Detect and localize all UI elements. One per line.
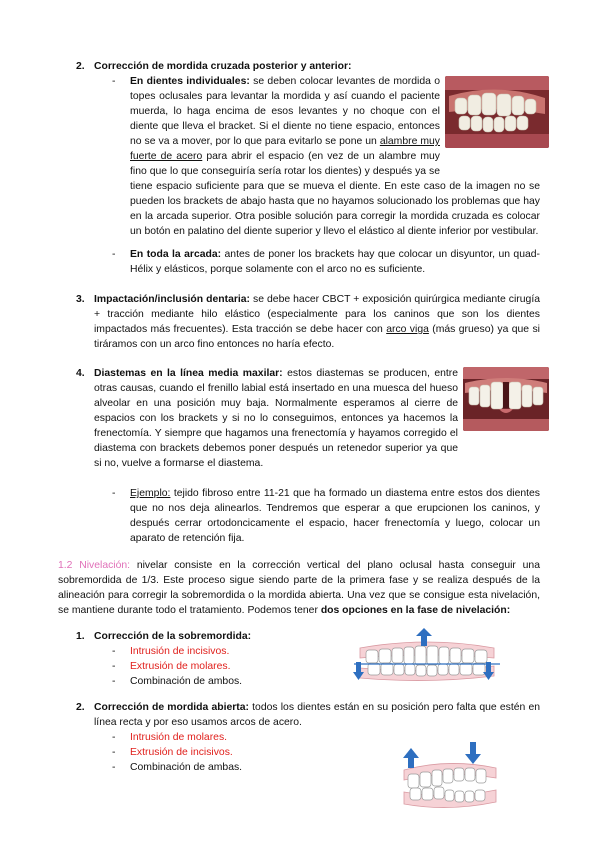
image-float-spacer — [440, 74, 540, 178]
bullet-dash: - — [112, 249, 116, 260]
text-run: antes de poner los brackets hay que colocar un disyuntor, un quad-Hélix y elásticos, porque solamente con el arco no es suficiente. — [130, 249, 540, 275]
paragraph-ejemplo — [130, 486, 540, 546]
text-run: se debe hacer CBCT + exposición quirúrgica mediante cirugía + tracción mediante hilo elástico (especialmente para los caninos que son los dientes impactados más frecuentes). Esta tracción se debe hacer con — [94, 294, 540, 335]
paragraph-diastemas — [94, 366, 540, 486]
text-run: para abrir el espacio (en vez de un alambre muy fino que lo que conseguiría sería rotar los dientes) y después ya se tiene espacio suficiente para que se mueva el diente. En este caso de la imagen no se pueden los brackets de abajo hasta que no hayamos solucionado los problemas que hay en la arcada superior. Otra posible solución para corregir la mordida cruzada es colocar un botón en palatino del diente superior y llevo el elástico al diente inferior por vestibular. — [130, 151, 540, 237]
text-run: tejido fibroso entre 11-21 que ha formado un diastema entre estos dos dientes que no nos deja alinearlos. Tendremos que esperar a que erupcionen los caninos, y después cerrar ortodoncicamente el espacio, hacer frenectomía y luego, colocar un aparato de retención fija. — [130, 488, 540, 544]
bullet-dash: - — [112, 732, 116, 743]
list-item: Intrusión de incisivos. — [130, 646, 230, 657]
underlined-term: arco viga — [386, 324, 429, 335]
bullet-dash: - — [112, 646, 116, 657]
paragraph-toda-la-arcada — [130, 247, 540, 277]
bold-phrase: dos opciones en la fase de nivelación: — [320, 605, 511, 616]
paragraph-dientes-individuales — [130, 74, 540, 239]
image-float-spacer — [458, 366, 540, 454]
item-number: 1. — [76, 631, 85, 642]
item-number: 2. — [76, 61, 85, 72]
text-run: todos los dientes están en su posición pero falta que estén en línea recta y por eso usamos arcos de acero. — [94, 702, 540, 728]
section-label: 1.2 Nivelación: — [58, 560, 131, 571]
underlined-term: alambre muy fuerte de acero — [130, 136, 440, 162]
bold-lead: En toda la arcada: — [130, 249, 222, 260]
list-item: Extrusión de molares. — [130, 661, 231, 672]
list-item: Extrusión de incisivos. — [130, 747, 233, 758]
paragraph-impactacion — [94, 292, 540, 352]
openbite-correction-illustration — [398, 740, 503, 818]
text-run: se deben colocar levantes de mordida o topes oclusales para levantar la mordida y así cuando el paciente muerda, lo haga encima de esos levantes y no choque con el diente que lleva el bracket. Si el diente no tiene espacio, entonces no se va a mover, por lo que para evitarlo se pone un — [130, 76, 440, 147]
section-heading: Impactación/inclusión dentaria: — [94, 294, 251, 305]
text-run: (más grueso) ya que si tiráramos con un arco fino entonces no haría efecto. — [94, 324, 540, 350]
overbite-correction-illustration — [352, 628, 502, 688]
text-run: estos diastemas se producen, entre otras causas, cuando el frenillo labial está insertado en una muesca del hueso alveolar en una posición muy baja. Normalmente esperamos al cierre de espacios con los brackets y si no lo conseguimos, entonces ya hacemos la frenectomía. Y siempre que hagamos una frenectomía y hayamos corregido el diastema con brackets debemos poner después un retenedor superior ya que si no, vuelve a formarse el diastema. — [94, 368, 458, 469]
section-heading: Corrección de mordida cruzada posterior y anterior: — [94, 61, 352, 72]
paragraph-nivelacion — [58, 558, 540, 618]
bullet-dash: - — [112, 762, 116, 773]
item-number: 4. — [76, 368, 85, 379]
bold-lead: En dientes individuales: — [130, 76, 250, 87]
paragraph-mordida-abierta — [94, 700, 540, 730]
section-heading: Corrección de mordida abierta: — [94, 702, 249, 713]
bullet-dash: - — [112, 488, 116, 499]
section-heading: Corrección de la sobremordida: — [94, 631, 252, 642]
list-item: Intrusión de molares. — [130, 732, 228, 743]
item-number: 3. — [76, 294, 85, 305]
list-item: Combinación de ambas. — [130, 762, 243, 773]
section-heading: Diastemas en la línea media maxilar: — [94, 368, 283, 379]
bullet-dash: - — [112, 661, 116, 672]
bullet-dash: - — [112, 676, 116, 687]
text-run: nivelar consiste en la corrección vertical del plano oclusal hasta conseguir una sobremordida de 1/3. Este proceso sigue siendo parte de la primera fase y se realiza después de la alineación para corregir la sobremordida o la mordida abierta. Una vez que se consigue esta nivelación, se mantiene durante todo el tratamiento. Podemos tener — [58, 560, 540, 616]
item-number: 2. — [76, 702, 85, 713]
example-label: Ejemplo: — [130, 488, 171, 499]
bullet-dash: - — [112, 747, 116, 758]
bullet-dash: - — [112, 76, 116, 87]
list-item: Combinación de ambos. — [130, 676, 243, 687]
